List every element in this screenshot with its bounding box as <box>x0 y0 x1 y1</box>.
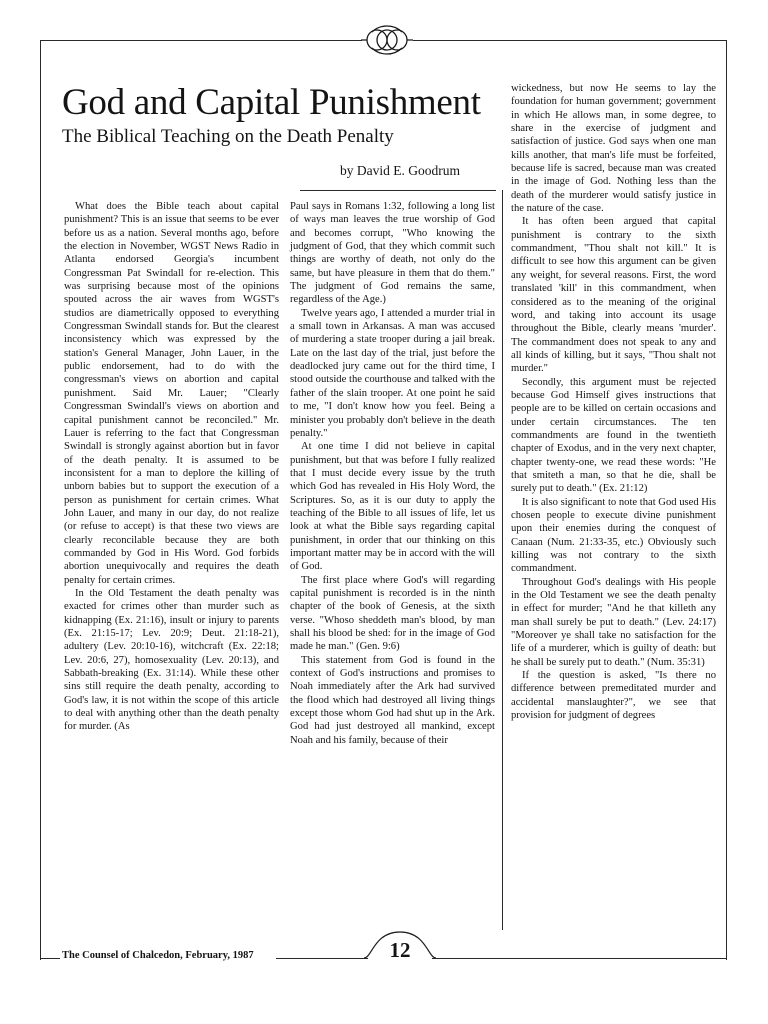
paragraph: Paul says in Romans 1:32, following a long list of ways man leaves the true worship of God and becomes corrupt, "Who knowing the judgment of God, that they which commit such things are worthy of death, not only do the same, but have pleasure in them that do them." The judgment of God remains the same, regardless of the Age.) <box>290 201 495 306</box>
paragraph: Throughout God's dealings with His people in the Old Testament we see the death penalty in effect for murder; "And he that killeth any man shall surely be put to death." (Lev. 24:17) "Moreover ye shall take no satisfaction for the life of a murderer, which is guilty of death: but he shall be surely put to death." (Num. 35:31) <box>511 576 716 668</box>
byline-rule <box>300 190 496 191</box>
paragraph: What does the Bible teach about capital punishment? This is an issue that seems to be ever before us as a nation. Several months ago, before the election in November, WGST News Radio in Atlanta endorsed Georgia's incumbent Congressman Pat Swindall for re-election. This was surprising because most of the opinions spouted across the air waves from WGST's studios are diametrically opposed to everything Congressman Swindall stands for. But the clearest inconsistency which was expressed by the station's General Manager, John Lauer, in the public endorsement, had to do with the congressman's views on abortion and capital punishment. Said Mr. Lauer; "Clearly Congressman Swindall's views on abortion and capital punishment cannot be reconciled." Mr. Lauer is referring to the fact that Congressman Swindall is strongly against abortion but in favor of the death penalty. It is assumed to be inconsistent for a man to deplore the killing of unborn babies but to support the execution of a person as punishment for certain crimes. What John Lauer, and many in our day, do not realize (or refuse to accept) is that these two views are clearly reconcilable because they are both commanded by God in His Word. God forbids abortion unequivocally and requires the death penalty for certain crimes. <box>64 201 279 586</box>
article-title: God and Capital Punishment <box>62 82 481 123</box>
paragraph: It is also significant to note that God used His chosen people to execute divine punishment upon their enemies during the conquest of Canaan (Num. 21:33-35, etc.) Obviously such killing was not contrary to the sixth commandment. <box>511 496 716 575</box>
footer-rule-left <box>40 958 60 959</box>
footer-rule-mid <box>276 958 368 959</box>
paragraph: wickedness, but now He seems to lay the foundation for human government; government in which He allows man, in some degree, to share in the exercise of judgment and satisfaction of justice. God says when one man kills another, that man's life must be forfeited, because life is sacred, because man was created in the image of God. Nothing less than the death of the murderer would satisfy justice in the nature of the case. <box>511 83 716 215</box>
frame-right-rule <box>726 40 727 960</box>
frame-top-rule-right <box>413 40 726 41</box>
paragraph: The first place where God's will regarding capital punishment is recorded is in the ninth chapter of the book of Genesis, at the sixth verse. "Whoso sheddeth man's blood, by man shall his blood be shed: for in the image of God made he man." (Gen. 9:6) <box>290 574 495 653</box>
frame-top-rule-left <box>40 40 362 41</box>
article-subtitle: The Biblical Teaching on the Death Penalty <box>62 126 394 147</box>
column-divider-rule <box>502 190 503 930</box>
paragraph: It has often been argued that capital punishment is contrary to the sixth commandment, "Thou shalt not kill." It is difficult to see how this argument can be given any weight, for several reasons. First, the word translated 'kill' in this commandment, when considered as to the meaning of the original word, and taking into account its usage throughout the Bible, clearly means 'murder'. The commandment does not speak to any and all kinds of killing, but it says, "Thou shalt not murder." <box>511 216 716 375</box>
text-column-1 <box>64 200 279 734</box>
paragraph: This statement from God is found in the context of God's instructions and promises to Noah immediately after the Ark had survived the flood which had destroyed all living things except those whom God had shut up in the Ark. God had just destroyed all mankind, except Noah and his family, because of their <box>290 654 495 746</box>
text-column-2 <box>290 200 495 747</box>
text-column-3 <box>511 82 716 723</box>
paragraph: In the Old Testament the death penalty was exacted for crimes other than murder such as kidnapping (Ex. 21:16), insult or injury to parents (Ex. 21:15-17; Lev. 20:9; Deut. 21:18-21), adultery (Lev. 20:10-16), witchcraft (Ex. 22:18; Lev. 20:6, 27), homosexuality (Lev. 20:13), and Sabbath-breaking (Ex. 31:14). While these other sins still require the death penalty, according to God's law, it is not within the scope of this article to deal with anything other than the death penalty for murder. (As <box>64 587 279 733</box>
paragraph: At one time I did not believe in capital punishment, but that was before I fully realized that I must decide every issue by the truth which God has revealed in His Holy Word, the Scriptures. So, as it is our duty to apply the teaching of the Bible to all issues of life, let us look at what the Bible says regarding capital punishment, in order that our thinking on this important matter may be in accord with the will of God. <box>290 441 495 573</box>
frame-left-rule <box>40 40 41 960</box>
page-number: 12 <box>389 938 411 962</box>
paragraph: Secondly, this argument must be rejected because God Himself gives instructions that people are to be killed on certain occasions and under certain circumstances. The ten commandments are found in the twentieth chapter of Exodus, and in the very next chapter, chapter twenty-one, we read these words: "He that smiteth a man, so that he die, shall be surely put to death." (Ex. 21:12) <box>511 376 716 495</box>
author-byline: by David E. Goodrum <box>340 163 460 178</box>
footer-rule-right <box>432 958 726 959</box>
paragraph: Twelve years ago, I attended a murder trial in a small town in Arkansas. A man was accused of murdering a state trooper during a jail break. Late on the last day of the trial, just before the deadlocked jury came out for the third time, I stood outside the courthouse and talked with the father of the slain trooper. At one point he said to me, "I don't know how you feel. Being a minister you probably don't believe in the death penalty." <box>290 307 495 439</box>
paragraph: If the question is asked, "Is there no difference between premeditated murder and accidental manslaughter?", we see that provision for judgment of degrees <box>511 670 716 722</box>
knot-ornament-icon <box>358 20 416 60</box>
footer-publication: The Counsel of Chalcedon, February, 1987 <box>62 950 254 961</box>
